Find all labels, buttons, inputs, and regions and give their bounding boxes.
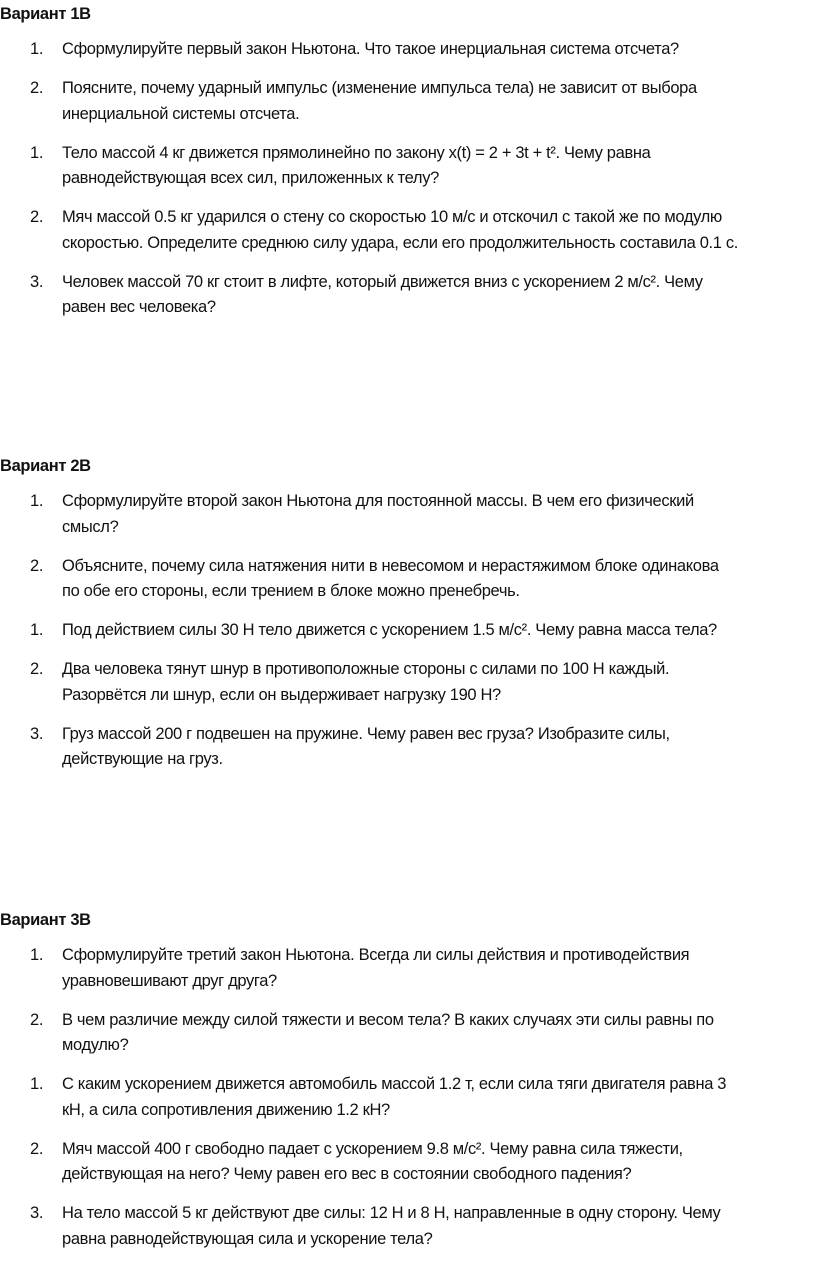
question-text-line: модулю? [62,1036,129,1054]
question-text-line: смысл? [62,517,119,536]
question-number: 3. [30,1204,44,1222]
question-item [0,37,816,63]
question-number: 1. [30,492,44,510]
variant-section [0,453,816,786]
question-number: 1. [30,621,44,639]
question-text-line: кН, а сила сопротивления движению 1.2 кН? [62,1100,390,1119]
question-text-line: Сформулируйте третий закон Ньютона. Всегда ли силы действия и противодействия [62,946,690,964]
question-text-line: равна равнодействующая сила и ускорение тела? [62,1229,433,1248]
question-text-line: На тело массой 5 кг действуют две силы: 12 Н и 8 Н, направленные в одну сторону. Чему [62,1204,721,1222]
question-text-line: Объясните, почему сила натяжения нити в невесомом и нерастяжимом блоке одинакова [62,556,719,575]
question-text-line: действующая на него? Чему равен его вес в состоянии свободного падения? [62,1165,632,1183]
question-text-line: Мяч массой 400 г свободно падает с ускорением 9.8 м/с². Чему равна сила тяжести, [62,1139,683,1158]
question-item [0,489,816,540]
question-text-line: по обе его стороны, если трением в блоке можно пренебречь. [62,582,520,600]
question-text-line: действующие на груз. [62,750,223,768]
question-item [0,554,816,605]
variant-section [0,907,816,1266]
question-number: 2. [30,556,44,575]
question-item [0,1008,816,1059]
question-number: 1. [30,40,44,58]
variant-title: Вариант 1В [0,5,91,23]
question-text-line: Под действием силы 30 Н тело движется с ускорением 1.5 м/с². Чему равна масса тела? [62,621,717,639]
question-text-line: Человек массой 70 кг стоит в лифте, который движется вниз с ускорением 2 м/с². Чему [62,272,703,291]
question-list [0,943,816,1252]
question-number: 3. [30,272,44,291]
question-text-line: Сформулируйте второй закон Ньютона для постоянной массы. В чем его физический [62,492,694,510]
question-number: 1. [30,1075,44,1093]
question-item [0,205,816,256]
question-number: 1. [30,143,44,162]
question-text-line: Тело массой 4 кг движется прямолинейно по закону x(t) = 2 + 3t + t². Чему равна [62,143,651,162]
question-number: 2. [30,1010,44,1029]
question-item [0,943,816,994]
question-number: 1. [30,946,44,964]
question-text-line: Груз массой 200 г подвешен на пружине. Чему равен вес груза? Изобразите силы, [62,724,670,743]
question-list [0,37,816,321]
question-text-line: Мяч массой 0.5 кг ударился о стену со скоростью 10 м/с и отскочил с такой же по модулю [62,208,722,226]
question-number: 2. [30,208,44,226]
question-number: 3. [30,724,44,743]
question-number: 2. [30,79,44,97]
question-text-line: равнодействующая всех сил, приложенных к телу? [62,169,439,187]
question-text-line: Разорвётся ли шнур, если он выдерживает нагрузку 190 Н? [62,685,501,704]
variant-title: Вариант 3В [0,911,91,929]
question-item [0,657,816,708]
question-item [0,270,816,321]
question-list [0,489,816,773]
question-text-line: Сформулируйте первый закон Ньютона. Что такое инерциальная система отсчета? [62,40,679,58]
variant-section [0,1,816,334]
question-text-line: уравновешивают друг друга? [62,971,277,990]
question-item [0,141,816,192]
question-text-line: равен вес человека? [62,298,216,316]
question-item [0,76,816,127]
question-item [0,722,816,773]
variant-title: Вариант 2В [0,457,91,475]
question-text-line: Два человека тянут шнур в противоположные стороны с силами по 100 Н каждый. [62,660,670,678]
question-text-line: скоростью. Определите среднюю силу удара, если его продолжительность составила 0.1 с. [62,233,738,252]
question-number: 2. [30,660,44,678]
question-text-line: Поясните, почему ударный импульс (изменение импульса тела) не зависит от выбора [62,79,697,97]
question-item [0,1072,816,1123]
question-text-line: В чем различие между силой тяжести и весом тела? В каких случаях эти силы равны по [62,1010,714,1029]
question-text-line: инерциальной системы отсчета. [62,104,300,123]
question-item [0,618,816,644]
question-text-line: С каким ускорением движется автомобиль массой 1.2 т, если сила тяги двигателя равна 3 [62,1075,727,1093]
question-item [0,1137,816,1188]
question-item [0,1201,816,1252]
question-number: 2. [30,1139,44,1158]
